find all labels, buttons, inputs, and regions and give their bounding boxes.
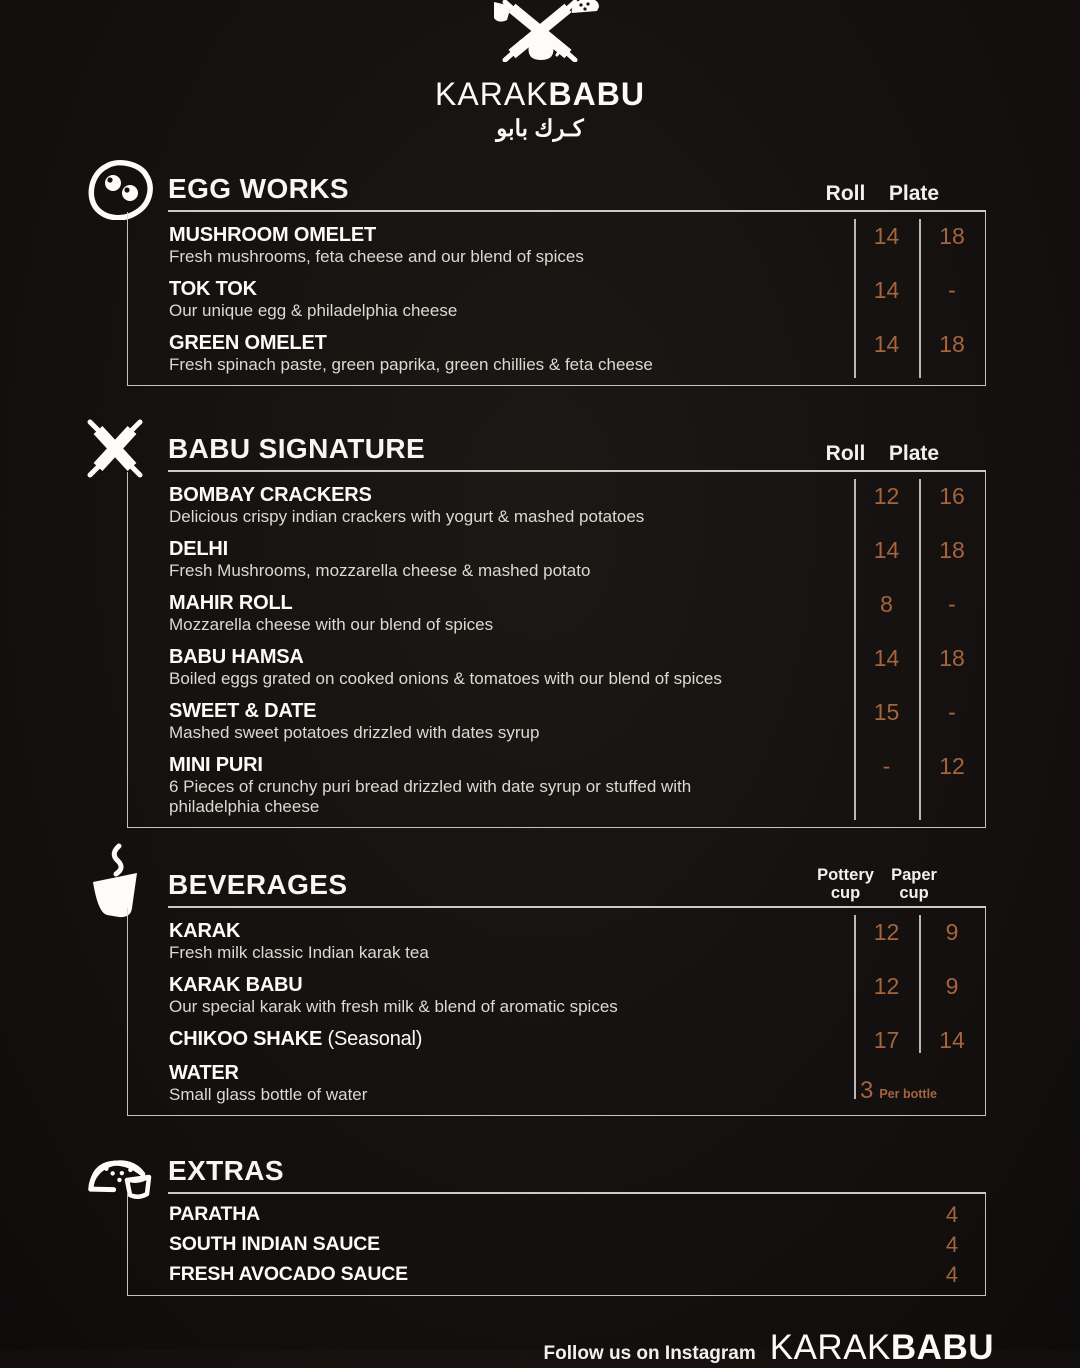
- item-price-roll: 14: [873, 223, 900, 249]
- beverages-col-paper-cup: Paper cup: [891, 866, 937, 902]
- item-name: CHIKOO SHAKE (Seasonal): [169, 1028, 423, 1050]
- item-price-pottery: 12: [873, 973, 900, 999]
- item-name: BABU HAMSA: [169, 646, 304, 668]
- menu-item-karak-babu: [128, 967, 985, 1021]
- menu-item-chikoo-shake: [128, 1021, 985, 1055]
- item-name: TOK TOK: [169, 278, 257, 300]
- section-babu-signature: [127, 432, 986, 828]
- babu-col-roll: Roll: [825, 442, 866, 465]
- menu-item-green-omelet: [128, 325, 985, 379]
- item-price-plate: 16: [939, 483, 965, 509]
- menu-item-fresh-avocado-sauce: [128, 1259, 985, 1289]
- item-price-plate: -: [948, 591, 956, 617]
- brand-wordmark: [435, 76, 645, 113]
- item-price-roll: 14: [873, 645, 900, 671]
- brand-logo: [0, 0, 1080, 142]
- footer-brand-wordmark: [770, 1328, 994, 1368]
- water-price: 3: [860, 1077, 874, 1104]
- brand-arabic: كـرك بابو: [496, 115, 584, 141]
- follow-instagram-label: Follow us on Instagram: [543, 1343, 756, 1364]
- item-price-pottery: 17: [873, 1027, 900, 1053]
- item-price-paper: 9: [945, 919, 959, 945]
- extras-box: [127, 1194, 986, 1296]
- menu-item-babu-hamsa: [128, 639, 985, 693]
- beverages-title: BEVERAGES: [168, 869, 348, 900]
- menu-item-mushroom-omelet: [128, 217, 985, 271]
- item-price-paper: 14: [939, 1027, 965, 1053]
- menu-item-tok-tok: [128, 271, 985, 325]
- footer: [0, 1296, 1080, 1368]
- item-name: DELHI: [169, 538, 229, 560]
- item-price-roll: 8: [880, 591, 893, 617]
- per-bottle-label: Per bottle: [879, 1087, 938, 1101]
- item-name: GREEN OMELET: [169, 332, 327, 354]
- item-description: Our unique egg & philadelphia cheese: [169, 301, 458, 320]
- item-name: SWEET & DATE: [169, 700, 317, 722]
- extras-header: [127, 1154, 986, 1192]
- egg-works-box: [127, 212, 986, 386]
- item-price-pottery: 12: [873, 919, 900, 945]
- item-price: 4: [945, 1262, 959, 1287]
- item-price-roll: -: [882, 753, 891, 779]
- item-price-plate: 18: [939, 223, 965, 249]
- menu-item-sweet-and-date: [128, 693, 985, 747]
- item-name: MUSHROOM OMELET: [169, 224, 376, 246]
- item-description: 6 Pieces of crunchy puri bread drizzled with date syrup or stuffed with: [169, 777, 692, 796]
- item-price: 4: [945, 1202, 959, 1227]
- menu-item-mahir-roll: [128, 585, 985, 639]
- item-price: 4: [945, 1232, 959, 1257]
- beverages-header: [127, 868, 986, 906]
- item-name: WATER: [169, 1062, 239, 1084]
- item-price-roll: 14: [873, 277, 900, 303]
- brand-karak: KARAK: [435, 76, 549, 112]
- section-extras: [127, 1154, 986, 1296]
- menu-item-paratha: [128, 1199, 985, 1229]
- footer-brand-karak: KARAK: [769, 1328, 891, 1367]
- item-price-roll: 14: [873, 331, 900, 357]
- item-price-plate: -: [948, 699, 956, 725]
- babu-signature-header: [127, 432, 986, 470]
- item-name: KARAK: [169, 920, 241, 942]
- egg-works-header: [127, 172, 986, 210]
- item-name: PARATHA: [169, 1202, 261, 1225]
- extras-title: EXTRAS: [168, 1155, 284, 1186]
- item-price-per-bottle: [860, 1077, 1000, 1105]
- item-price-roll: 12: [873, 483, 900, 509]
- footer-brand-babu: BABU: [890, 1328, 994, 1367]
- fried-egg-icon: [85, 160, 159, 220]
- item-price-plate: 18: [939, 645, 965, 671]
- egg-works-col-roll: Roll: [825, 182, 866, 205]
- beverages-box: [127, 908, 986, 1116]
- item-description: Fresh spinach paste, green paprika, green chillies & feta cheese: [169, 355, 653, 374]
- item-description: Mashed sweet potatoes drizzled with dates syrup: [169, 723, 540, 742]
- menu-item-mini-puri: [128, 747, 985, 821]
- item-description: Small glass bottle of water: [169, 1085, 368, 1104]
- brand-babu: BABU: [548, 76, 645, 112]
- item-price-plate: 12: [939, 753, 965, 779]
- item-name: MAHIR ROLL: [169, 592, 293, 614]
- item-description: Fresh milk classic Indian karak tea: [169, 943, 429, 962]
- egg-works-col-plate: Plate: [888, 182, 940, 205]
- beverages-col-pottery-cup: Pottery cup: [817, 866, 874, 902]
- item-description: Fresh mushrooms, feta cheese and our blend of spices: [169, 247, 584, 266]
- menu-item-karak: [128, 913, 985, 967]
- item-name-suffix: (Seasonal): [322, 1028, 423, 1050]
- item-description: Delicious crispy indian crackers with yogurt & mashed potatoes: [169, 507, 645, 526]
- menu-item-water: [128, 1055, 985, 1109]
- item-description: Our special karak with fresh milk & blend of aromatic spices: [169, 997, 618, 1016]
- item-description: Mozzarella cheese with our blend of spices: [169, 615, 494, 634]
- item-price-paper: 9: [945, 973, 959, 999]
- item-price-plate: -: [948, 277, 956, 303]
- menu-item-delhi: [128, 531, 985, 585]
- menu-item-south-indian-sauce: [128, 1229, 985, 1259]
- item-description: Fresh Mushrooms, mozzarella cheese & mashed potato: [169, 561, 591, 580]
- crossed-rolling-pins-logo-icon: [445, 0, 635, 62]
- item-name: MINI PURI: [169, 754, 263, 776]
- section-beverages: [127, 868, 986, 1116]
- item-price-roll: 15: [873, 699, 900, 725]
- babu-signature-title: BABU SIGNATURE: [168, 433, 426, 464]
- babu-signature-box: [127, 472, 986, 828]
- egg-works-title: EGG WORKS: [168, 173, 349, 204]
- item-name: BOMBAY CRACKERS: [169, 484, 372, 506]
- item-name: FRESH AVOCADO SAUCE: [169, 1262, 408, 1285]
- babu-col-plate: Plate: [888, 442, 940, 465]
- section-egg-works: [127, 172, 986, 386]
- item-price-roll: 14: [873, 537, 900, 563]
- item-description-line2: philadelphia cheese: [169, 797, 320, 816]
- menu-item-bombay-crackers: [128, 477, 985, 531]
- item-price-plate: 18: [939, 537, 965, 563]
- item-name: SOUTH INDIAN SAUCE: [169, 1232, 380, 1255]
- item-description: Boiled eggs grated on cooked onions & tomatoes with our blend of spices: [169, 669, 722, 688]
- item-price-plate: 18: [939, 331, 965, 357]
- item-name: KARAK BABU: [169, 974, 303, 996]
